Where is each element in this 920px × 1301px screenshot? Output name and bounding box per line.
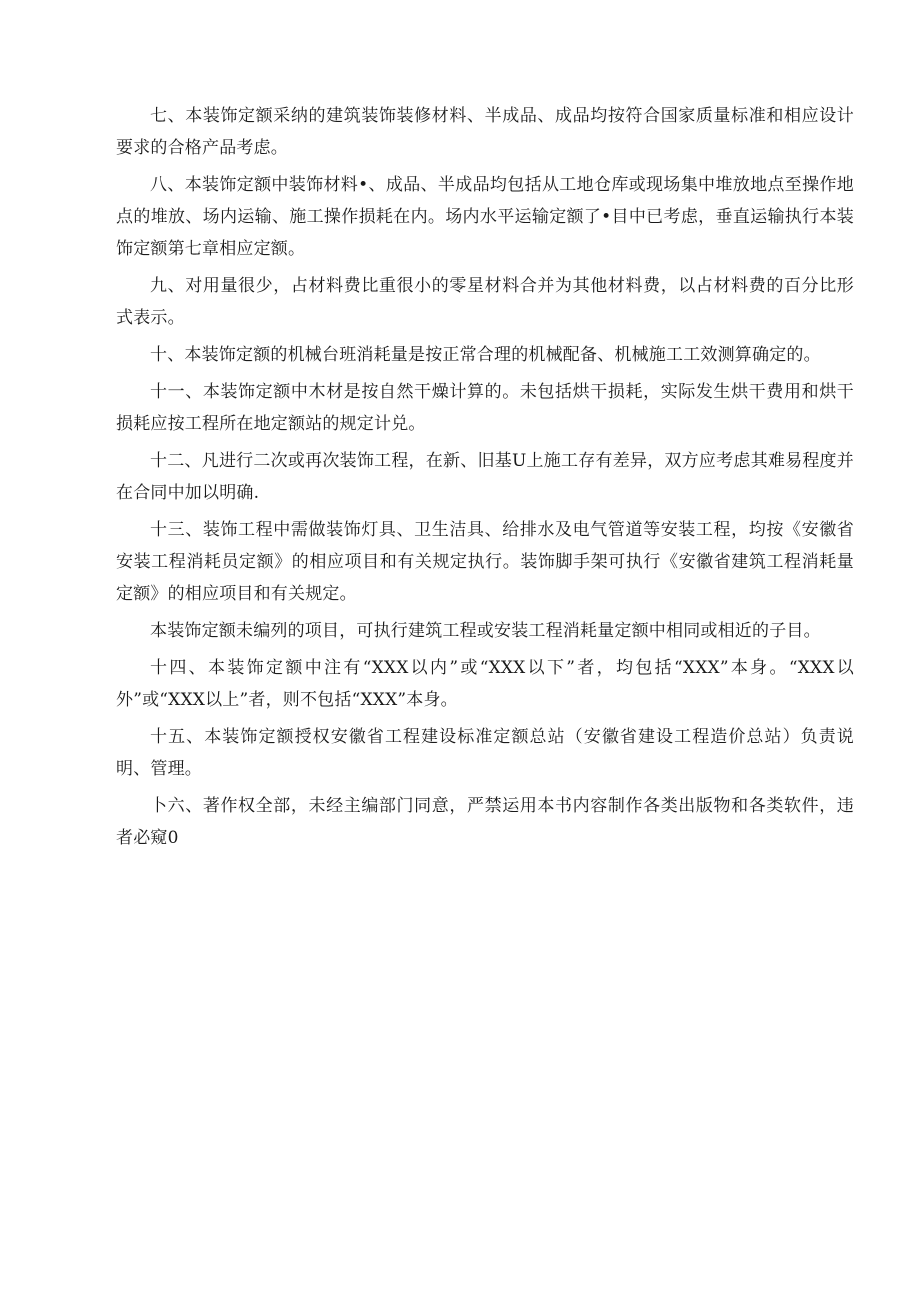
- paragraph-15: 十五、本装饰定额授权安徽省工程建设标准定额总站（安徽省建设工程造价总站）负责说明、管理。: [116, 727, 854, 779]
- paragraph-11: 十一、本装饰定额中木材是按自然干燥计算的。未包括烘干损耗，实际发生烘干费用和烘干损耗应按工程所在地定额站的规定计兑。: [116, 382, 854, 434]
- paragraph-13: 十三、装饰工程中需做装饰灯具、卫生洁具、给排水及电气管道等安装工程，均按《安徽省安装工程消耗员定额》的相应项目和有关规定执行。装饰脚手架可执行《安徽省建筑工程消耗量定额》的相应项目和有关规定。: [116, 520, 854, 604]
- paragraph-12: 十二、凡进行二次或再次装饰工程，在新、旧基U上施工存有差异，双方应考虑其难易程度并在合同中加以明确.: [116, 451, 854, 503]
- paragraph-9: 九、对用量很少，占材料费比重很小的零星材料合并为其他材料费，以占材料费的百分比形式表示。: [116, 276, 854, 328]
- paragraph-14: 十四、本装饰定额中注有“XXX以内”或“XXX以下”者，均包括“XXX”本身。“XXX以外”或“XXX以上”者，则不包括“XXX”本身。: [116, 658, 854, 710]
- paragraph-8: 八、本装饰定额中装饰材料•、成品、半成品均包括从工地仓库或现场集中堆放地点至操作地点的堆放、场内运输、施工操作损耗在内。场内水平运输定额了•目中已考虑，垂直运输执行本装饰定额第七章相应定额。: [116, 175, 854, 259]
- paragraph-7: 七、本装饰定额采纳的建筑装饰装修材料、半成品、成品均按符合国家质量标准和相应设计要求的合格产品考虑。: [116, 106, 854, 158]
- paragraph-10: 十、本装饰定额的机械台班消耗量是按正常合理的机械配备、机械施工工效测算确定的。: [150, 345, 821, 365]
- document-body: [116, 100, 854, 859]
- paragraph-13-supplement: 本装饰定额未编列的项目，可执行建筑工程或安装工程消耗量定额中相同或相近的子目。: [150, 621, 821, 641]
- paragraph-16: 卜六、著作权全部，未经主编部门同意，严禁运用本书内容制作各类出版物和各类软件，违者必窥0: [116, 796, 854, 848]
